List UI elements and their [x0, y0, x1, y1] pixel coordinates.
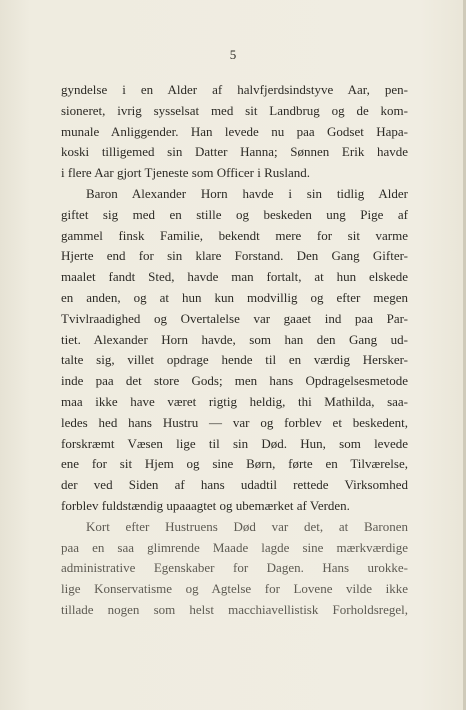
text-line: Tvivlraadighed og Overtalelse var gaaet ind paa Par-: [61, 310, 408, 326]
text-line: tiet. Alexander Horn havde, som han den Gang ud-: [61, 331, 408, 347]
text-line: inde paa det store Gods; men hans Opdragelsesmetode: [61, 373, 408, 389]
text-line: gammel finsk Familie, bekendt mere for sit varme: [61, 227, 408, 243]
text-line: en anden, og at hun kun modvillig og efter megen: [61, 289, 408, 305]
text-line: giftet sig med en stille og beskeden ung Pige af: [61, 206, 408, 222]
text-line: koski tilligemed sin Datter Hanna; Sønnen Erik havde: [61, 144, 408, 160]
paragraph-3: [61, 517, 408, 621]
text-line: gyndelse i en Alder af halvfjerdsindstyve Aar, pen-: [61, 82, 408, 97]
body-text: [61, 80, 408, 621]
text-line: der ved Siden af hans udadtil rettede Virksomhed: [61, 477, 408, 493]
text-line: maalet fandt Sted, havde man fortalt, at hun elskede: [61, 269, 408, 285]
text-line: ledes hed hans Hustru — var og forblev et beskedent,: [61, 414, 408, 430]
text-line: talte sig, villet opdrage hende til en værdig Hersker-: [61, 352, 408, 368]
text-line: administrative Egenskaber for Dagen. Hans urokke-: [61, 560, 408, 576]
text-line: forblev fuldstændig upaaagtet og ubemærket af Verden.: [61, 497, 350, 513]
text-line: i flere Aar gjort Tjeneste som Officer i Rusland.: [61, 165, 310, 181]
text-line: munale Anliggender. Han levede nu paa Godset Hapa-: [61, 123, 408, 139]
text-line: sioneret, ivrig sysselsat med sit Landbrug og de kom-: [61, 102, 408, 118]
text-line: paa en saa glimrende Maade lagde sine mærkværdige: [61, 539, 408, 555]
text-line: lige Konservatisme og Agtelse for Lovene vilde ikke: [61, 581, 408, 597]
text-line: Hjerte end for sin klare Forstand. Den Gang Gifter-: [61, 248, 408, 264]
paragraph-1: [61, 80, 408, 184]
text-line: maa ikke have været rigtig heldig, thi Mathilda, saa-: [61, 393, 408, 409]
text-line: Baron Alexander Horn havde i sin tidlig Alder: [86, 185, 408, 201]
paragraph-2: [61, 184, 408, 517]
text-line: Kort efter Hustruens Død var det, at Baronen: [86, 518, 408, 534]
text-line: ene for sit Hjem og sine Børn, førte en Tilværelse,: [61, 456, 408, 472]
text-line: tillade nogen som helst macchiavellistisk Forholdsregel,: [61, 601, 408, 617]
page-number: 5: [229, 47, 237, 62]
text-line: forskræmt Væsen lige til sin Død. Hun, som levede: [61, 435, 408, 451]
